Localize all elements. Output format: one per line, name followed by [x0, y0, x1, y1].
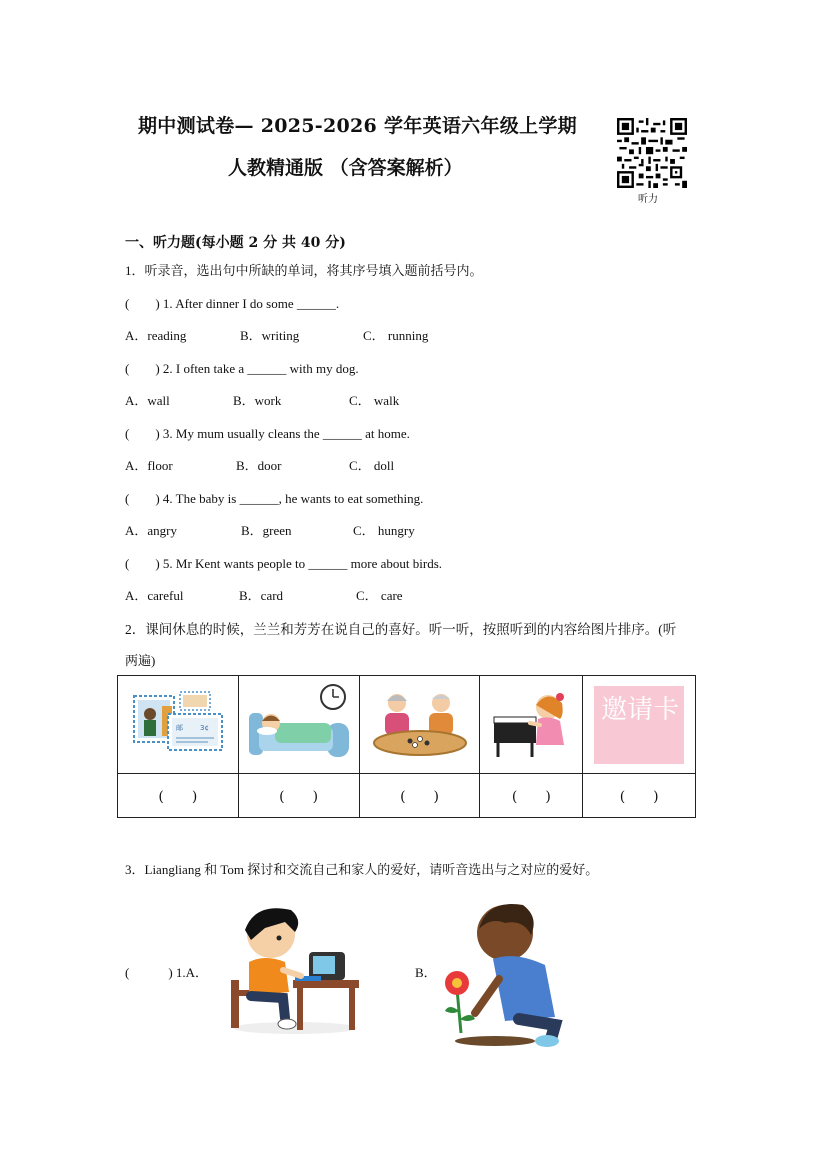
- picture-table: [117, 675, 696, 818]
- option-b[interactable]: B．work: [233, 393, 282, 408]
- page-subtitle: 人教精通版 （含答案解析）: [228, 157, 463, 179]
- grandparents-chess-icon: [365, 683, 475, 763]
- q1-item-5-stem: ( ) 5. Mr Kent wants people to ______ more about birds.: [125, 556, 443, 571]
- q3-instruction: 3．Liangliang 和 Tom 探讨和交流自己和家人的爱好，请听音选出与之对应的爱好。: [125, 862, 599, 877]
- option-a[interactable]: A．floor: [125, 458, 173, 473]
- sleeping-boy-icon: [241, 683, 356, 763]
- option-a[interactable]: A．careful: [125, 588, 184, 603]
- answer-blank-1[interactable]: ( ): [118, 774, 239, 818]
- option-b[interactable]: B．card: [239, 588, 284, 603]
- option-c[interactable]: C． walk: [349, 393, 400, 408]
- option-c[interactable]: C． doll: [349, 458, 395, 473]
- answer-blank-2[interactable]: ( ): [238, 774, 359, 818]
- option-b[interactable]: B．door: [236, 458, 282, 473]
- option-a[interactable]: A．angry: [125, 523, 177, 538]
- svg-text:邮: 邮: [175, 723, 183, 732]
- girl-piano-icon: [484, 683, 579, 763]
- picture-playing-chess: [359, 676, 480, 774]
- q1-instruction: 1．听录音，选出句中所缺的单词，将其序号填入题前括号内。: [125, 263, 483, 278]
- answer-blank-4[interactable]: ( ): [480, 774, 583, 818]
- option-a[interactable]: A．reading: [125, 328, 187, 343]
- option-a[interactable]: A．wall: [125, 393, 170, 408]
- svg-text:3¢: 3¢: [199, 723, 209, 732]
- picture-playing-piano: [480, 676, 583, 774]
- q1-item-3-stem: ( ) 3. My mum usually cleans the ______ at home.: [125, 426, 410, 441]
- q1-item-1-stem: ( ) 1. After dinner I do some ______.: [125, 296, 340, 311]
- page-title: 期中测试卷— 2025-2026 学年英语六年级上学期: [138, 115, 577, 137]
- option-b[interactable]: B．writing: [240, 328, 300, 343]
- q3-item-1-option-b: B．: [415, 965, 437, 980]
- invitation-card-text: 邀请卡: [601, 694, 680, 725]
- option-c[interactable]: C． running: [363, 328, 429, 343]
- boy-planting-flower-icon: [435, 893, 570, 1048]
- q2-instruction: 2．课间休息的时候，兰兰和芳芳在说自己的喜好。听一听，按照听到的内容给图片排序。(听: [125, 622, 677, 637]
- q3-item-1-label: ( ) 1.A．: [125, 965, 209, 980]
- option-b[interactable]: B．green: [241, 523, 292, 538]
- option-c[interactable]: C． hungry: [353, 523, 415, 538]
- q1-item-2-stem: ( ) 2. I often take a ______ with my dog.: [125, 361, 359, 376]
- answer-blank-5[interactable]: ( ): [583, 774, 696, 818]
- answer-blank-3[interactable]: ( ): [359, 774, 480, 818]
- picture-sleeping: [238, 676, 359, 774]
- boy-computer-icon: [225, 900, 365, 1040]
- qr-label: 听力: [638, 194, 658, 205]
- picture-invitation-card: [583, 676, 696, 774]
- option-c[interactable]: C． care: [356, 588, 403, 603]
- stamps-icon: [128, 688, 228, 758]
- q1-item-4-stem: ( ) 4. The baby is ______, he wants to eat something.: [125, 491, 424, 506]
- section-heading: 一、听力题(每小题 2 分 共 40 分): [125, 235, 346, 251]
- picture-stamps: [118, 676, 239, 774]
- q2-instruction-cont: 两遍): [125, 653, 156, 668]
- qr-code-icon: [617, 118, 687, 188]
- invitation-card-icon: [594, 686, 684, 764]
